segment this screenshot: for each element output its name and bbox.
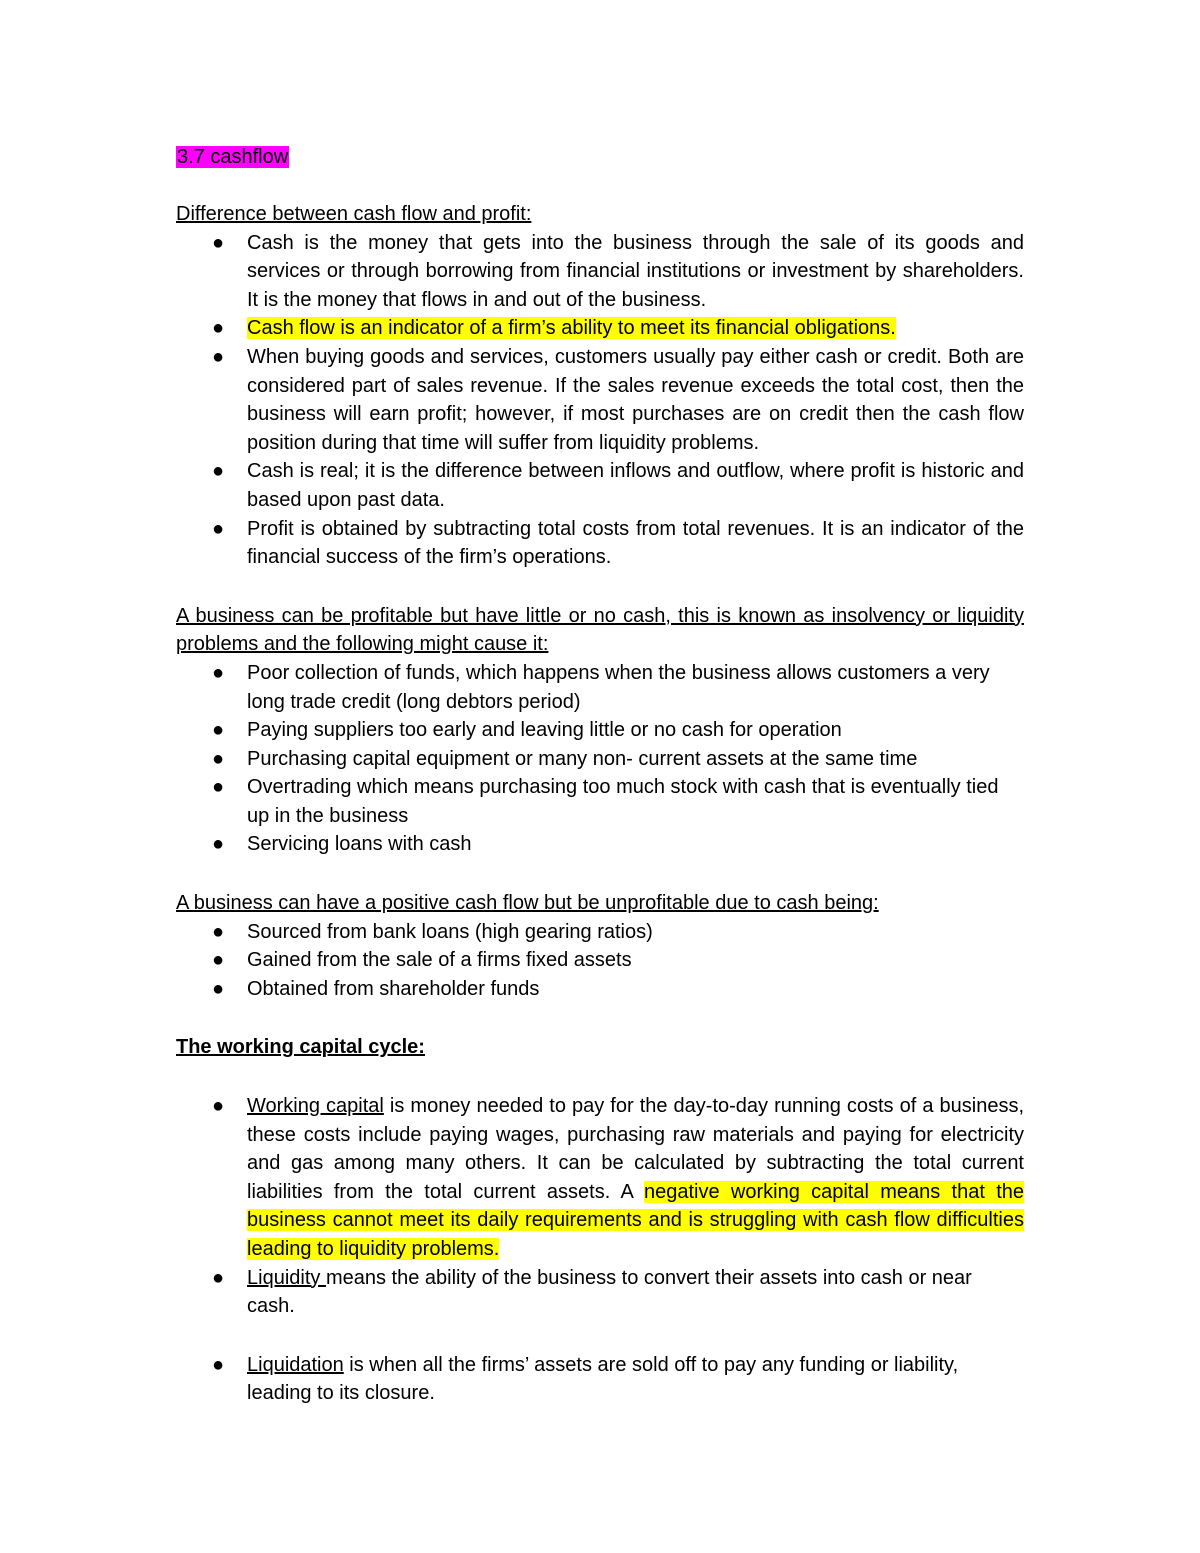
bullet-icon: ● bbox=[212, 517, 225, 540]
section-heading-positive-cash-unprofitable bbox=[176, 889, 1024, 918]
bullet-icon: ● bbox=[212, 317, 225, 340]
liquidation-list bbox=[176, 1351, 1024, 1408]
term-liquidation: Liquidation bbox=[247, 1353, 344, 1376]
bullet-icon: ● bbox=[212, 747, 225, 770]
list-item: ● Poor collection of funds, which happens when the business allows customers a very long trade credit (long debtors period) bbox=[176, 659, 1024, 716]
cash-vs-profit-list bbox=[176, 229, 1024, 572]
section-heading-working-capital-cycle bbox=[176, 1033, 1024, 1062]
section-heading-text: A business can have a positive cash flow but be unprofitable due to cash being: bbox=[176, 892, 879, 915]
section-heading-profitable-no-cash bbox=[176, 602, 1024, 659]
list-item bbox=[176, 314, 1024, 343]
list-item: ● When buying goods and services, customers usually pay either cash or credit. Both are considered part of sales revenue. If the sales revenue exceeds the total cost, then the business will earn profit; however, if most purchases are on credit then the cash flow position during that time will suffer from liquidity problems. bbox=[176, 343, 1024, 457]
term-liquidity: Liquidity bbox=[247, 1266, 326, 1289]
highlighted-text: Cash flow is an indicator of a firm’s ability to meet its financial obligations. bbox=[247, 317, 896, 340]
term-working-capital: Working capital bbox=[247, 1095, 384, 1118]
bullet-icon: ● bbox=[212, 661, 225, 684]
list-item: ● Cash is real; it is the difference between inflows and outflow, where profit is historic and based upon past data. bbox=[176, 457, 1024, 514]
bullet-icon: ● bbox=[212, 1095, 225, 1118]
section-heading-text: A business can be profitable but have little or no cash, this is known as insolvency or liquidity problems and the following might cause it: bbox=[176, 604, 1024, 656]
bullet-icon: ● bbox=[212, 231, 225, 254]
title-line bbox=[176, 140, 1024, 174]
liquidity-causes-list bbox=[176, 659, 1024, 859]
list-item: ● Overtrading which means purchasing too much stock with cash that is eventually tied up in the business bbox=[176, 773, 1024, 830]
list-item: ● Sourced from bank loans (high gearing ratios) bbox=[176, 918, 1024, 947]
highlighted-text: negative working capital means that the business cannot meet its daily requirements and is struggling with cash flow difficulties leading to liquidity problems. bbox=[247, 1180, 1025, 1260]
list-item: ● Cash is the money that gets into the business through the sale of its goods and services or through borrowing from financial institutions or investment by shareholders. It is the money that flows in and out of the business. bbox=[176, 229, 1024, 315]
bullet-icon: ● bbox=[212, 920, 225, 943]
list-item: ● Obtained from shareholder funds bbox=[176, 975, 1024, 1004]
list-item: ● Servicing loans with cash bbox=[176, 830, 1024, 859]
bullet-icon: ● bbox=[212, 1353, 225, 1376]
bullet-icon: ● bbox=[212, 977, 225, 1000]
list-item: ● Working capital is money needed to pay for the day-to-day running costs of a business, these costs include paying wages, purchasing raw materials and paying for electricity and gas among many others. It can be calculated by subtracting the total current liabilities from the total current assets. A negative working capital means that the business cannot meet its daily requirements and is struggling with cash flow difficulties leading to liquidity problems. bbox=[176, 1092, 1024, 1264]
list-item: ● Liquidity means the ability of the business to convert their assets into cash or near cash. bbox=[176, 1264, 1024, 1321]
list-item: ● Profit is obtained by subtracting total costs from total revenues. It is an indicator of the financial success of the firm’s operations. bbox=[176, 515, 1024, 572]
list-item: ● Purchasing capital equipment or many non- current assets at the same time bbox=[176, 745, 1024, 774]
bullet-icon: ● bbox=[212, 949, 225, 972]
list-item: ● Paying suppliers too early and leaving little or no cash for operation bbox=[176, 716, 1024, 745]
bullet-icon: ● bbox=[212, 719, 225, 742]
section-heading-cash-vs-profit bbox=[176, 200, 1024, 229]
page-title: 3.7 cashflow bbox=[177, 146, 289, 168]
list-item: ● Gained from the sale of a firms fixed assets bbox=[176, 946, 1024, 975]
list-item: ● Liquidation is when all the firms’ assets are sold off to pay any funding or liability, leading to its closure. bbox=[176, 1351, 1024, 1408]
bullet-icon: ● bbox=[212, 345, 225, 368]
cash-sources-list bbox=[176, 918, 1024, 1004]
bullet-icon: ● bbox=[212, 1266, 225, 1289]
working-capital-list bbox=[176, 1092, 1024, 1321]
section-heading-text: The working capital cycle: bbox=[176, 1036, 425, 1059]
document-page bbox=[176, 140, 1024, 1408]
bullet-icon: ● bbox=[212, 776, 225, 799]
section-heading-text: Difference between cash flow and profit: bbox=[176, 203, 532, 225]
bullet-icon: ● bbox=[212, 460, 225, 483]
bullet-icon: ● bbox=[212, 833, 225, 856]
